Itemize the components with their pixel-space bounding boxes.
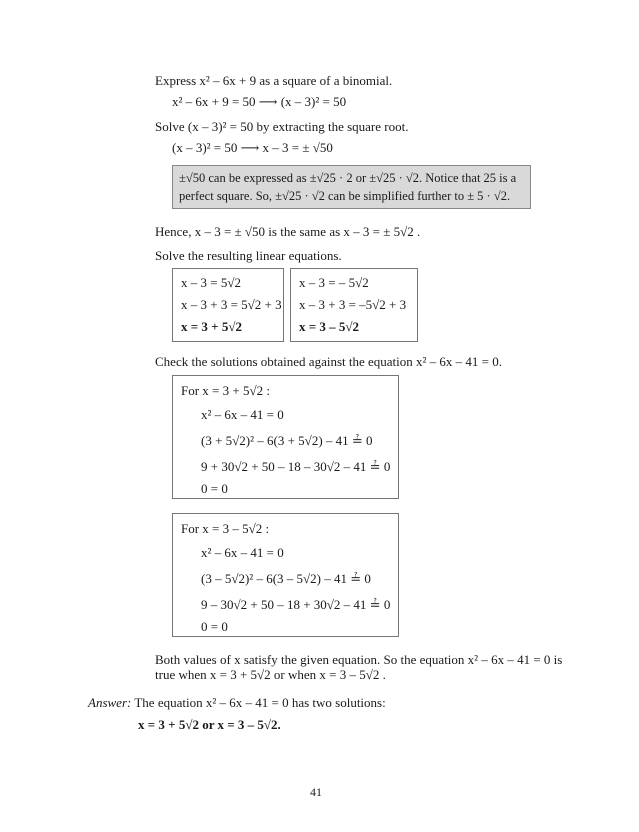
check2-line-4: 0 = 0 bbox=[201, 619, 228, 634]
step4-instruction: Check the solutions obtained against the equation x² – 6x – 41 = 0. bbox=[155, 354, 503, 369]
solution-box-left bbox=[172, 268, 284, 342]
left-line-3: x = 3 + 5√2 bbox=[181, 319, 242, 334]
conclusion-line-2: true when x = 3 + 5√2 or when x = 3 – 5√2 . bbox=[155, 667, 386, 682]
check-box-1 bbox=[172, 375, 399, 499]
hence-statement: Hence, x – 3 = ± √50 is the same as x – 3 = ± 5√2 . bbox=[155, 224, 421, 239]
left-line-1: x – 3 = 5√2 bbox=[181, 275, 241, 290]
answer-statement bbox=[88, 695, 386, 711]
solution-box-right bbox=[290, 268, 418, 342]
note-line-2: perfect square. So, ±√25 · √2 can be simplified further to ± 5 · √2. bbox=[179, 189, 511, 203]
check2-title: For x = 3 – 5√2 : bbox=[181, 521, 270, 536]
check1-line-2: (3 + 5√2)² – 6(3 + 5√2) – 41 ≟ 0 bbox=[201, 433, 373, 448]
check1-title: For x = 3 + 5√2 : bbox=[181, 383, 270, 398]
check2-line-2: (3 – 5√2)² – 6(3 – 5√2) – 41 ≟ 0 bbox=[201, 571, 371, 586]
answer-solutions: x = 3 + 5√2 or x = 3 – 5√2. bbox=[138, 717, 281, 732]
check1-line-1: x² – 6x – 41 = 0 bbox=[201, 407, 284, 422]
right-line-3: x = 3 – 5√2 bbox=[299, 319, 360, 334]
right-line-2: x – 3 + 3 = –5√2 + 3 bbox=[299, 297, 407, 312]
step2-instruction: Solve (x – 3)² = 50 by extracting the square root. bbox=[155, 119, 409, 134]
step1-equation: x² – 6x + 9 = 50 ⟶ (x – 3)² = 50 bbox=[172, 94, 347, 109]
left-line-2: x – 3 + 3 = 5√2 + 3 bbox=[181, 297, 282, 312]
answer-text: The equation x² – 6x – 41 = 0 has two solutions: bbox=[134, 695, 386, 710]
right-line-1: x – 3 = – 5√2 bbox=[299, 275, 369, 290]
conclusion-line-1: Both values of x satisfy the given equation. So the equation x² – 6x – 41 = 0 is bbox=[155, 652, 563, 667]
note-box bbox=[172, 165, 531, 209]
check2-line-1: x² – 6x – 41 = 0 bbox=[201, 545, 284, 560]
check1-line-4: 0 = 0 bbox=[201, 481, 228, 496]
step2-equation: (x – 3)² = 50 ⟶ x – 3 = ± √50 bbox=[172, 140, 333, 155]
check-box-2 bbox=[172, 513, 399, 637]
step3-instruction: Solve the resulting linear equations. bbox=[155, 248, 342, 263]
answer-label: Answer: bbox=[88, 695, 132, 710]
note-line-1: ±√50 can be expressed as ±√25 · 2 or ±√25 · √2. Notice that 25 is a bbox=[179, 171, 517, 185]
check1-line-3: 9 + 30√2 + 50 – 18 – 30√2 – 41 ≟ 0 bbox=[201, 459, 391, 474]
page-number: 41 bbox=[310, 785, 322, 799]
check2-line-3: 9 – 30√2 + 50 – 18 + 30√2 – 41 ≟ 0 bbox=[201, 597, 391, 612]
step1-instruction: Express x² – 6x + 9 as a square of a binomial. bbox=[155, 73, 393, 88]
